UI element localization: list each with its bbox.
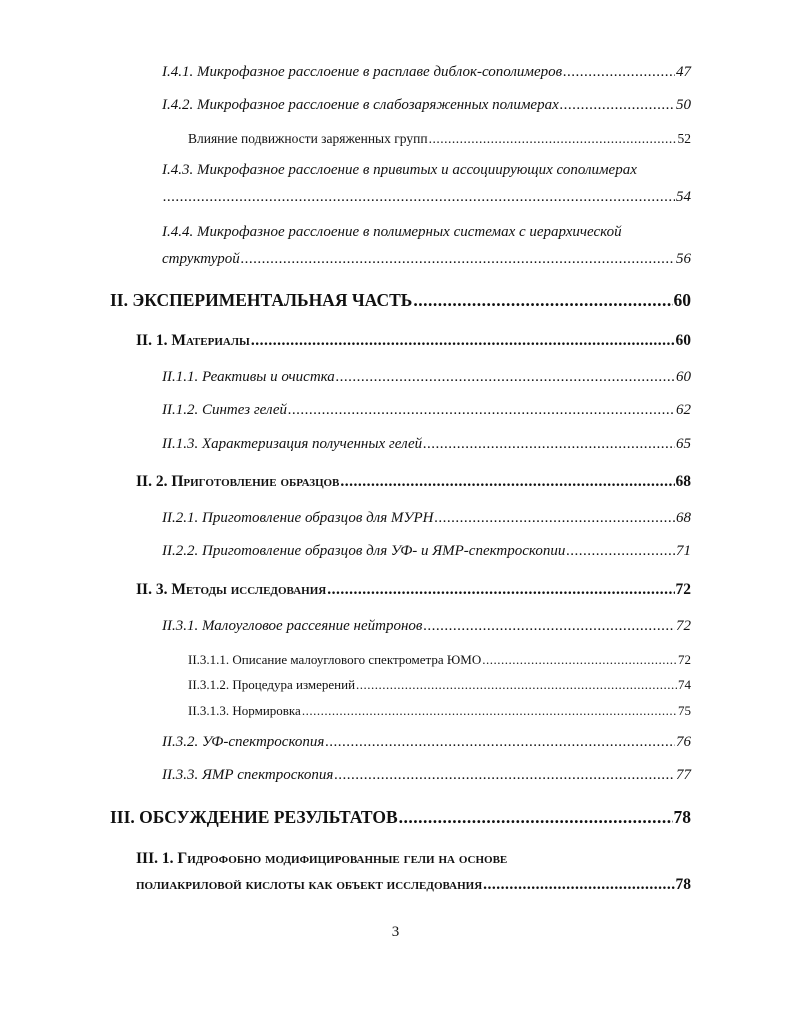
toc-entry-label: Влияние подвижности заряженных групп [188,131,428,146]
toc-entry-label: II.3.1.1. Описание малоуглового спектрометра ЮМО [188,652,482,667]
dot-leader [340,473,674,491]
toc-entry-label: III. ОБСУЖДЕНИЕ РЕЗУЛЬТАТОВ [110,807,398,827]
toc-page-number: 62 [676,402,691,418]
dot-leader [413,290,672,311]
dot-leader [423,436,675,453]
toc-entry-line[interactable]: I.4.4. Микрофазное расслоение в полимерных системах с иерархической [162,224,622,240]
toc-section[interactable] [136,332,691,350]
toc-entry[interactable] [162,767,691,784]
toc-entry-label: II.3.3. ЯМР спектроскопия [162,767,334,783]
toc-entry[interactable] [162,369,691,386]
toc-entry-label: I.4.2. Микрофазное расслоение в слабозаряженных полимерах [162,97,559,113]
toc-entry-label: II.1.2. Синтез гелей [162,402,288,418]
dot-leader [560,97,675,114]
page-number: 3 [391,924,400,940]
dot-leader [325,734,675,751]
dot-leader [327,581,674,599]
dot-leader [423,618,675,635]
dot-leader [435,510,675,527]
toc-entry-label: структурой [162,251,240,267]
toc-entry-leader-line[interactable] [162,189,691,206]
dot-leader [399,807,673,828]
toc-entry[interactable] [162,734,691,751]
dot-leader [356,677,677,693]
toc-entry[interactable] [162,402,691,419]
toc-page-number: 77 [676,767,691,783]
toc-chapter[interactable] [110,807,691,828]
toc-entry-line[interactable]: I.4.3. Микрофазное расслоение в привитых и ассоциирующих сополимерах [162,162,637,178]
toc-entry[interactable] [188,677,691,693]
toc-entry-label: II.1.3. Характеризация полученных гелей [162,436,423,452]
toc-page-number: 60 [675,332,691,349]
toc-entry[interactable] [188,652,691,668]
toc-page-number: 47 [676,64,691,80]
toc-page-number: 76 [676,734,691,750]
toc-entry[interactable] [162,543,691,560]
toc-entry-label: полиакриловой кислоты как объект исследования [136,876,483,893]
toc-entry-label: II.3.1.2. Процедура измерений [188,677,356,692]
toc-page-number: 72 [678,652,691,667]
toc-entry-label: II.2.2. Приготовление образцов для УФ- и ЯМР-спектроскопии [162,543,566,559]
toc-page-number: 78 [675,876,691,893]
toc-chapter[interactable] [110,290,691,311]
toc-entry[interactable] [162,64,691,81]
toc-page-number: 68 [675,473,691,490]
toc-page-number: 52 [677,131,691,146]
dot-leader [251,332,675,350]
dot-leader [482,652,677,668]
toc-section[interactable] [136,473,691,491]
dot-leader [336,369,675,386]
dot-leader [334,767,675,784]
toc-entry-label: II.1.1. Реактивы и очистка [162,369,335,385]
toc-page-number: 56 [676,251,691,267]
toc-page-number: 72 [676,618,691,634]
toc-page-number: 78 [673,807,691,827]
toc-entry[interactable] [162,618,691,635]
toc-section[interactable] [136,581,691,599]
dot-leader [429,131,677,147]
toc-entry-label: III. 1. Гидрофобно модифицированные гели на основе [136,850,508,867]
toc-entry[interactable] [162,97,691,114]
toc-entry-label: II.3.2. УФ-спектроскопия [162,734,325,750]
toc-entry[interactable] [162,251,691,268]
dot-leader [483,876,674,894]
toc-section-line[interactable] [136,850,691,868]
dot-leader [163,189,675,206]
toc-page-number: 68 [676,510,691,526]
toc-page-number: 72 [675,581,691,598]
toc-entry-label: II.3.1. Малоугловое рассеяние нейтронов [162,618,423,634]
toc-entry[interactable] [162,436,691,453]
toc-page-number: 71 [676,543,691,559]
toc-page-number: 50 [676,97,691,113]
toc-entry[interactable] [188,703,691,719]
toc-page-number: 65 [676,436,691,452]
toc-entry-label: II. 3. Методы исследования [136,581,327,598]
toc-entry[interactable] [188,131,691,147]
toc-entry[interactable] [162,510,691,527]
toc-page-number: 75 [678,703,691,718]
toc-page-number: 74 [678,677,691,692]
toc-page-number: 54 [676,189,691,205]
toc-entry-label: II.3.1.3. Нормировка [188,703,301,718]
dot-leader [563,64,675,81]
dot-leader [302,703,677,719]
dot-leader [288,402,675,419]
toc-entry-label: II.2.1. Приготовление образцов для МУРН [162,510,434,526]
toc-entry-label: II. 2. Приготовление образцов [136,473,340,490]
toc-entry-label: II. 1. Материалы [136,332,250,349]
toc-page-number: 60 [673,290,691,310]
toc-entry-label: I.4.1. Микрофазное расслоение в расплаве диблок-сополимеров [162,64,563,80]
toc-page-number: 60 [676,369,691,385]
toc-section[interactable] [136,876,691,894]
dot-leader [241,251,675,268]
dot-leader [566,543,675,560]
toc-entry-label: II. ЭКСПЕРИМЕНТАЛЬНАЯ ЧАСТЬ [110,290,413,310]
